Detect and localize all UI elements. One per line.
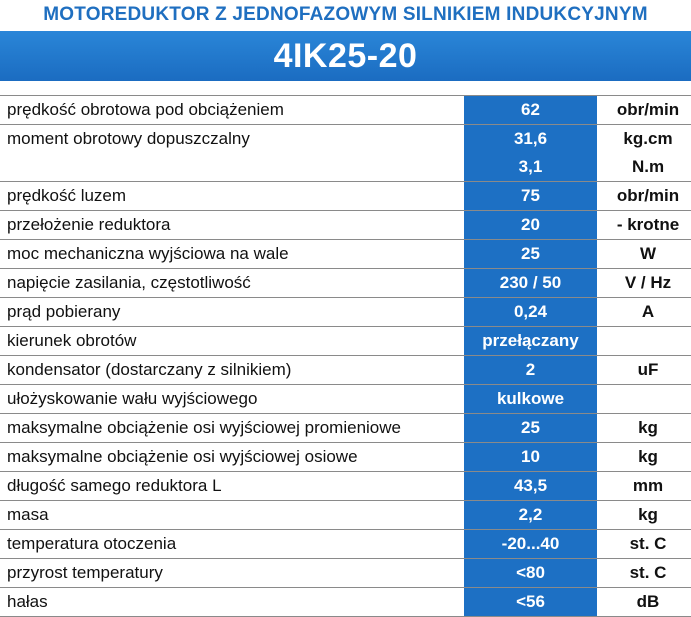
spec-value	[464, 501, 597, 529]
spec-label: prędkość luzem	[7, 186, 127, 205]
spec-label: masa	[7, 505, 49, 524]
model-banner	[0, 31, 691, 81]
spec-unit	[605, 211, 691, 239]
spec-unit-text: st. C	[629, 534, 667, 553]
spec-row	[0, 327, 691, 356]
spec-row	[0, 501, 691, 530]
spec-unit-text-secondary: N.m	[631, 157, 665, 176]
model-number: 4IK25-20	[273, 36, 418, 75]
spec-value-text: 62	[521, 100, 540, 119]
spec-value	[464, 240, 597, 268]
spec-table	[0, 95, 691, 617]
spec-value-text: <80	[516, 563, 545, 582]
spec-label: kierunek obrotów	[7, 331, 137, 350]
spec-unit-text: - krotne	[616, 215, 680, 234]
spec-value	[464, 588, 597, 616]
spec-row	[0, 385, 691, 414]
spec-unit-text: kg	[638, 447, 658, 466]
spec-unit	[605, 327, 691, 355]
spec-value	[464, 298, 597, 326]
spec-value-text: -20...40	[501, 534, 560, 553]
spec-value-text: 25	[521, 244, 540, 263]
spec-unit	[605, 240, 691, 268]
spec-value-text-secondary: 3,1	[518, 157, 543, 176]
spec-label: moc mechaniczna wyjściowa na wale	[7, 244, 289, 263]
spec-value-text: 43,5	[513, 476, 548, 495]
spec-unit-text: kg	[638, 505, 658, 524]
spec-value	[464, 559, 597, 587]
spec-unit	[605, 501, 691, 529]
spec-row	[0, 472, 691, 501]
spec-value-text: 75	[521, 186, 540, 205]
spec-value-text: 230 / 50	[499, 273, 562, 292]
spec-value-text: <56	[516, 592, 545, 611]
spec-value-text: 25	[521, 418, 540, 437]
spec-value	[464, 327, 597, 355]
spec-label: hałas	[7, 592, 48, 611]
spec-value	[464, 125, 597, 181]
spec-value	[464, 182, 597, 210]
spec-label: ułożyskowanie wału wyjściowego	[7, 389, 258, 408]
spec-label: maksymalne obciążenie osi wyjściowej promieniowe	[7, 418, 401, 437]
spec-value	[464, 211, 597, 239]
spec-unit-text: W	[639, 244, 657, 263]
spec-unit	[605, 588, 691, 616]
spec-unit-text: st. C	[629, 563, 667, 582]
spec-unit-text: A	[641, 302, 655, 321]
spec-row	[0, 530, 691, 559]
spec-value	[464, 414, 597, 442]
spec-value	[464, 443, 597, 471]
spec-unit	[605, 356, 691, 384]
spec-label: przełożenie reduktora	[7, 215, 171, 234]
spec-value-text: kulkowe	[496, 389, 565, 408]
spec-value	[464, 472, 597, 500]
spec-unit-text: mm	[632, 476, 664, 495]
spec-unit	[605, 269, 691, 297]
spec-row	[0, 588, 691, 617]
spec-unit-text	[605, 327, 691, 355]
spec-row	[0, 125, 691, 182]
spec-unit	[605, 385, 691, 413]
spec-row	[0, 211, 691, 240]
spec-unit-text: kg.cm	[623, 129, 673, 148]
spec-row	[0, 269, 691, 298]
spec-value-text: przełączany	[482, 331, 579, 350]
spec-value-text: 10	[521, 447, 540, 466]
spec-label: maksymalne obciążenie osi wyjściowej osiowe	[7, 447, 358, 466]
spec-label: prędkość obrotowa pod obciążeniem	[7, 100, 284, 119]
spec-unit	[605, 96, 691, 124]
spec-row	[0, 240, 691, 269]
spec-label: napięcie zasilania, częstotliwość	[7, 273, 251, 292]
spec-unit-text: obr/min	[616, 186, 680, 205]
spec-row	[0, 443, 691, 472]
spec-row	[0, 182, 691, 211]
spec-label: długość samego reduktora L	[7, 476, 222, 495]
spec-value-text: 2	[525, 360, 536, 379]
spec-unit	[605, 472, 691, 500]
spec-value-text: 20	[521, 215, 540, 234]
spec-unit-text: dB	[636, 592, 660, 611]
spec-unit-text: obr/min	[616, 100, 680, 119]
spec-label: temperatura otoczenia	[7, 534, 177, 553]
spec-unit	[605, 559, 691, 587]
spec-row	[0, 559, 691, 588]
spec-unit	[605, 298, 691, 326]
spec-value	[464, 385, 597, 413]
spec-unit	[605, 443, 691, 471]
spec-unit	[605, 530, 691, 558]
spec-label: kondensator (dostarczany z silnikiem)	[7, 360, 292, 379]
spec-row	[0, 356, 691, 385]
spec-row	[0, 298, 691, 327]
page-title: MOTOREDUKTOR Z JEDNOFAZOWYM SILNIKIEM INDUKCYJNYM	[43, 4, 648, 25]
spec-value-text: 2,2	[518, 505, 543, 524]
spec-unit-text: kg	[638, 418, 658, 437]
spec-value	[464, 269, 597, 297]
spec-unit-text: uF	[637, 360, 659, 379]
spec-unit	[605, 182, 691, 210]
spec-value	[464, 530, 597, 558]
spec-row	[0, 96, 691, 125]
spec-value	[464, 356, 597, 384]
spec-unit	[605, 414, 691, 442]
spec-value-text: 0,24	[513, 302, 548, 321]
spec-label: przyrost temperatury	[7, 563, 163, 582]
spec-row	[0, 414, 691, 443]
spec-unit-text: V / Hz	[624, 273, 672, 292]
spec-value	[464, 96, 597, 124]
spec-label: prąd pobierany	[7, 302, 121, 321]
spec-unit-text	[605, 385, 691, 413]
spec-unit	[605, 125, 691, 181]
spec-label: moment obrotowy dopuszczalny	[7, 129, 250, 148]
spec-value-text: 31,6	[513, 129, 548, 148]
